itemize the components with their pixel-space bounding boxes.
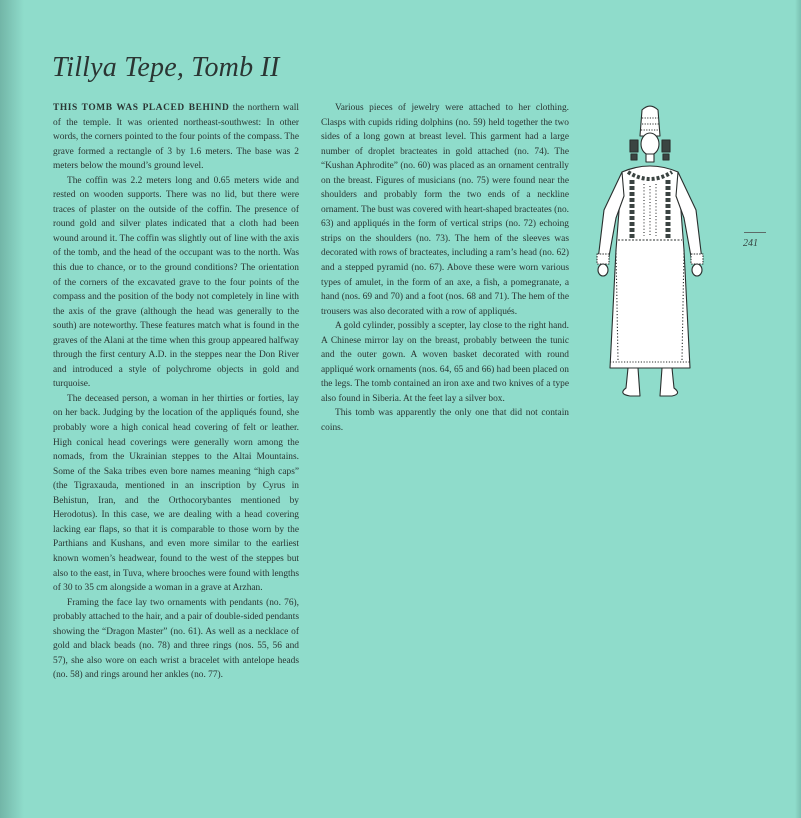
paragraph <box>53 101 299 174</box>
page-number: 241 <box>743 238 758 249</box>
paragraph: This tomb was apparently the only one that did not contain coins. <box>321 408 569 434</box>
page-number-rule <box>744 232 766 233</box>
paragraph-text: the northern wall of the temple. It was oriented northeast-southwest: In other words, the corners pointed to the four points of the compass. The grave formed a rectangle of 3 by 1.6 meters. The base was 2 meters below the mound’s ground level. <box>53 103 299 172</box>
paragraph: A gold cylinder, possibly a scepter, lay close to the right hand. A Chinese mirror lay on the breast, probably between the tunic and the outer gown. A woven basket decorated with round appliqué work ornaments (nos. 64, 65 and 66) had been placed on the legs. The tomb contained an iron axe and two knives of a type also found in Siberia. At the feet lay a silver box. <box>321 321 569 404</box>
page-title: Tillya Tepe, Tomb II <box>52 52 280 83</box>
right-text-column <box>321 101 569 436</box>
paragraph: Framing the face lay two ornaments with pendants (no. 76), probably attached to the hair, and a pair of double-sided pendants showing the “Dragon Master” (no. 61). As well as a necklace of gold and black beads (no. 78) and three rings (nos. 55, 56 and 57), she also wore on each wrist a bracelet with antelope heads (no. 58) and rings around her ankles (no. 77). <box>53 597 299 681</box>
costume-reconstruction-icon <box>588 100 714 410</box>
left-text-column <box>53 101 299 683</box>
page-gutter-shadow <box>0 0 24 818</box>
paragraph: The deceased person, a woman in her thirties or forties, lay on her back. Judging by the location of the appliqués found, she probably wore a high conical head covering of felt or leather. High conical head coverings were generally worn among the nomads, from the Ukrainian steppes to the Altai Mountains. Some of the Saka tribes even bore names meaning “high caps” (the Tigraxauda, mentioned in an inscription by Cyrus in Behistun, Iran, and the Orthocorybantes mentioned by Herodotus). In this case, we are dealing with a head covering lacking ear flaps, so that it is comparable to those worn by the Parthians and Kushans, and even more similar to the earliest known women’s headwear, found to the west of the steppes but also to the east, in Tuva, where brooches were found with lengths of 30 to 35 cm alongside a woman in a grave at Arzhan. <box>53 393 299 594</box>
paragraph: Various pieces of jewelry were attached to her clothing. Clasps with cupids riding dolphins (no. 59) held together the two sides of a long gown at breast level. This garment had a large number of droplet bracteates in gold attached (no. 74). The “Kushan Aphrodite” (no. 60) was placed as an ornament centrally on the breast. Figures of musicians (no. 75) were found near the shoulders and probably form the two ends of a neckline ornament. The bust was covered with heart-shaped bracteates (no. 63) and appliqués in the form of vertical strips (no. 72) echoing strips on the shoulders (no. 73). The hem of the sleeves was decorated with rows of bracteates, including a ram’s head (no. 62) and a stepped pyramid (no. 67). Above these were worn various types of amulet, in the form of an axe, a fish, a pomegranate, a hand (nos. 69 and 70) and a foot (nos. 68 and 71). The hem of the trousers was also decorated with a row of appliqués. <box>321 103 569 317</box>
page-edge-shadow <box>795 0 801 818</box>
paragraph: The coffin was 2.2 meters long and 0.65 meters wide and rested on wooden supports. There was no lid, but there were traces of plaster on the outside of the coffin. The presence of round gold and silver plates indicated that a cloth had been wound around it. The coffin was slightly out of line with the axis of the tomb, and the head of the occupant was to the north. Was this due to chance, or to the ground conditions? The orientation of the corners of the excavated grave to the four points of the compass and the position of the body not completely in line with the axis of the grave (although the head was generally to the south) are noteworthy. These features match what is found in the graves of the Alani at the time when this group appeared halfway through the first century A.D. in the steppes near the Don River and introduced a style of polychrome objects in gold and turquoise. <box>53 175 299 390</box>
lead-in: THIS TOMB WAS PLACED BEHIND <box>53 103 230 113</box>
